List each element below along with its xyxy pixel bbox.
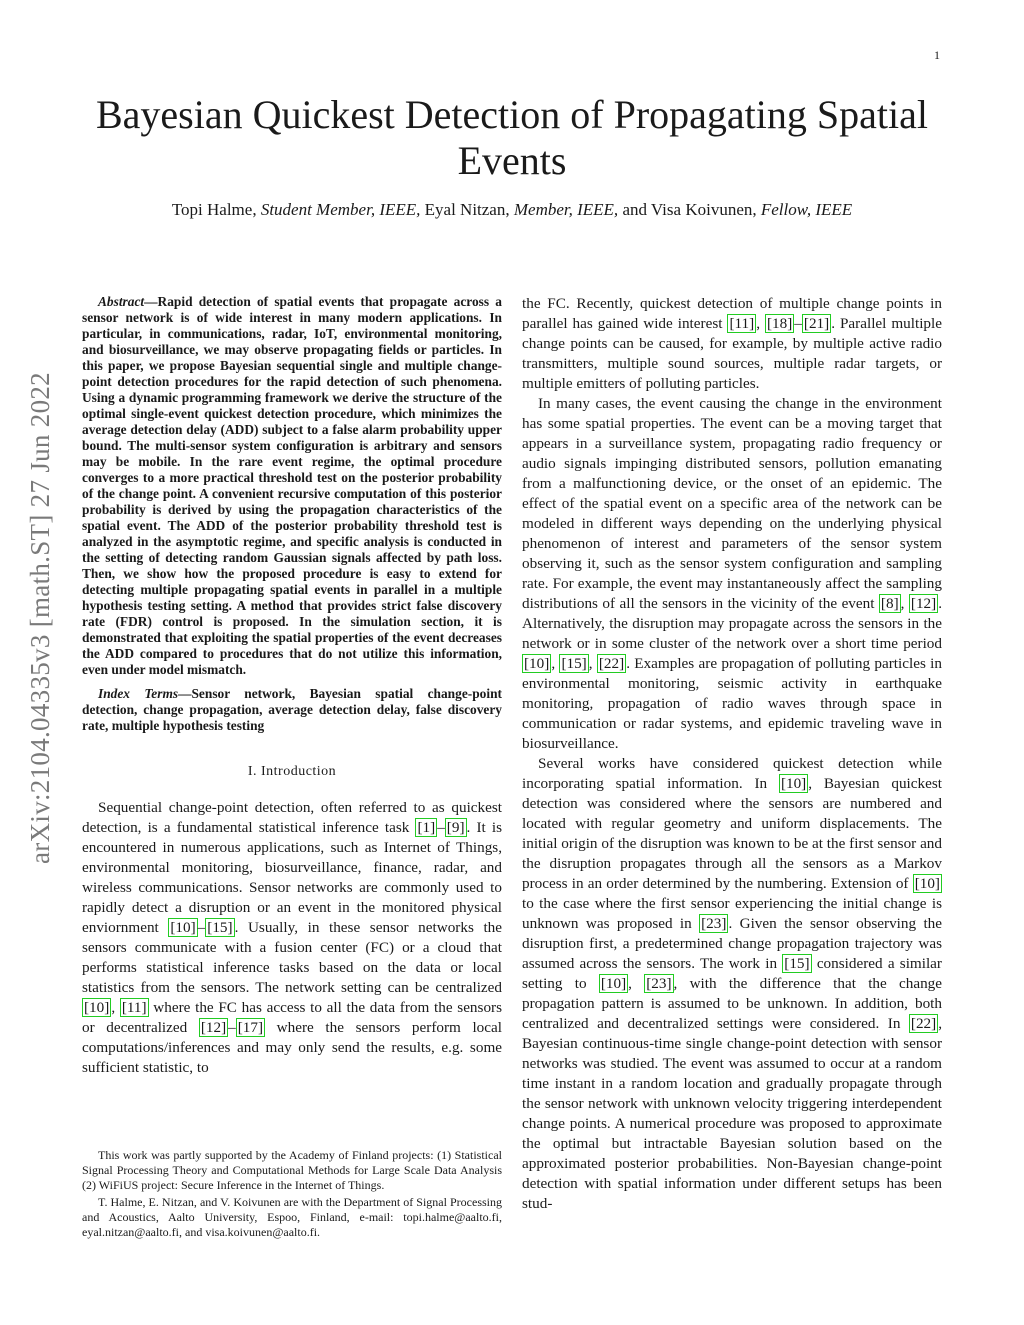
citation-link[interactable]: [10] xyxy=(84,999,110,1016)
text-run: , xyxy=(111,999,120,1016)
text-run: , xyxy=(756,315,765,332)
text-run: – xyxy=(228,1019,236,1036)
citation-link[interactable]: [1] xyxy=(417,819,436,836)
text-run: . Usually, in these sensor networks the sensors communicate with a fusion center (FC) or a cloud that performs statistical inference tasks based on the data or local statistics from the sensors. The network setting can be centralized xyxy=(82,919,502,996)
author-1-role: Student Member, IEEE, xyxy=(260,200,421,219)
text-run: . It is encountered in numerous applications, such as Internet of Things, environmental monitoring, biosurveillance, finance, radar, and wireless communications. Sensor networks are commonly used to rapidly detect a disruption or an event in the monitored physical enviornment xyxy=(82,819,502,936)
text-run: where the sensors perform local computations/inferences and may only send the results, e.g. some sufficient statistic, to xyxy=(82,1019,502,1076)
citation-link[interactable]: [15] xyxy=(561,655,587,672)
text-run: , xyxy=(900,595,909,612)
text-run: Sequential change-point detection, often referred to as quickest detection, is a fundamental statistical inference task xyxy=(82,799,502,836)
citation-link[interactable]: [9] xyxy=(446,819,465,836)
right-column xyxy=(522,294,942,1214)
text-run: . Parallel multiple change points can be caused, for example, by multiple active radio transmitters, multiple sound sources, multiple radar targets, or multiple emitters of polluting particles. xyxy=(522,315,942,392)
left-column xyxy=(82,294,502,1078)
paragraph xyxy=(522,294,942,394)
author-3-role: Fellow, IEEE xyxy=(760,200,853,219)
author-line xyxy=(60,200,964,220)
citation-link[interactable]: [23] xyxy=(646,975,672,992)
text-run: – xyxy=(794,315,802,332)
citation-link[interactable]: [12] xyxy=(200,1019,227,1036)
footnotes xyxy=(82,1148,502,1242)
citation-link[interactable]: [18] xyxy=(766,315,793,332)
text-run: Several works have considered quickest detection while incorporating spatial information. In xyxy=(522,755,942,792)
author-3: and Visa Koivunen, xyxy=(618,200,761,219)
index-terms-label: Index Terms xyxy=(98,686,179,701)
text-run: the FC. Recently, quickest detection of multiple change points in parallel has gained wide interest xyxy=(522,295,942,332)
text-run: . Given the sensor observing the disruption first, a predetermined change propagation trajectory was assumed across the sensors. The work in xyxy=(522,915,943,972)
abstract-text: —Rapid detection of spatial events that propagate across a sensor network is of wide interest in many modern applications. In particular, in communications, radar, IoT, environmental monitoring, and biosurveillance, we may observe propagating fields or particles. In this paper, we propose Bayesian sequential single and multiple change-point detection procedures for the rapid detection of such phenomena. Using a dynamic programming framework we derive the structure of the optimal single-event quickest detection procedure, which minimizes the average detection delay (ADD) subject to a false alarm probability upper bound. The multi-sensor system configuration is arbitrary and sensors may be mobile. In the rare event regime, the optimal procedure converges to a more practical threshold test on the posterior probability of the change point. A convenient recursive computation of this posterior probability is derived by using the propagation characteristics of the spatial event. The ADD of the posterior probability threshold test is analyzed in the asymptotic regime, and specific analysis is conducted in the setting of detecting random Gaussian signals affected by path loss. Then, we show how the proposed procedure is easy to extend for detecting multiple propagating spatial events in parallel in a multiple hypothesis testing setting. A method that provides strict false discovery rate (FDR) control is proposed. In the simulation section, it is demonstrated that exploiting the spatial properties of the event decreases the ADD compared to procedures that do not utilize this information, even under model mismatch. xyxy=(82,294,502,677)
abstract xyxy=(82,294,502,678)
footnote-affiliation: T. Halme, E. Nitzan, and V. Koivunen are with the Department of Signal Processing and Acoustics, Aalto University, Espoo, Finland, e-mail: topi.halme@aalto.fi, eyal.nitzan@aalto.fi, and visa.koivunen@aalto.fi. xyxy=(82,1195,502,1239)
text-run: , with the difference that the change propagation pattern is assumed to be unknown. In addition, both centralized and decentralized settings were considered. In xyxy=(522,975,943,1032)
citation-link[interactable]: [23] xyxy=(701,915,727,932)
page-number: 1 xyxy=(934,48,940,62)
citation-link[interactable]: [10] xyxy=(170,919,196,936)
citation-link[interactable]: [10] xyxy=(780,775,807,792)
paragraph xyxy=(522,754,942,1214)
citation-link[interactable]: [12] xyxy=(910,595,937,612)
text-run: – xyxy=(197,919,206,936)
text-run: In many cases, the event causing the change in the environment has some spatial properties. The event can be a moving target that appears in a surveillance system, propagating radio frequency or audio signals impinging distributed sensors, pollution emanating from a malfunctioning device, or the onset of an epidemic. The effect of the spatial event on a specific area of the network can be modeled in different ways depending on the underlying physical phenomenon of interest and parameters of the sensor system observing it, such as the sensor system configuration and sampling rate. For example, the event may instantaneously affect the sampling distributions of all the sensors in the vicinity of the event xyxy=(522,395,942,612)
author-2-role: Member, IEEE, xyxy=(513,200,619,219)
index-terms-text: —Sensor network, Bayesian spatial change-point detection, change propagation, average detection delay, false discovery rate, multiple hypothesis testing xyxy=(82,686,503,733)
citation-link[interactable]: [10] xyxy=(914,875,940,892)
citation-link[interactable]: [11] xyxy=(729,315,755,332)
text-run: , xyxy=(628,975,645,992)
abstract-label: Abstract xyxy=(98,294,145,309)
citation-link[interactable]: [21] xyxy=(803,315,830,332)
text-run: . Examples are propagation of polluting particles in environmental monitoring, seismic activity in earthquake monitoring, propagation of radio waves through space in communication or radar systems, and epidemic traveling wave in biosurveillance. xyxy=(522,655,942,752)
text-run: , xyxy=(551,655,560,672)
paper-title: Bayesian Quickest Detection of Propagating Spatial Events xyxy=(95,92,928,183)
text-run: , Bayesian quickest detection was considered where the sensors are numbered and located with regular geometry and uniform displacements. The initial origin of the disruption was known to be at the first sensor and the disruption propagates through all the sensors as a Markov process in an order determined by the numbering. Extension of xyxy=(522,775,942,892)
citation-link[interactable]: [11] xyxy=(121,999,147,1016)
citation-link[interactable]: [22] xyxy=(598,655,625,672)
citation-link[interactable]: [8] xyxy=(880,595,899,612)
citation-link[interactable]: [15] xyxy=(207,919,233,936)
author-1: Topi Halme, xyxy=(171,200,261,219)
index-terms xyxy=(82,686,502,734)
text-run: – xyxy=(437,819,445,836)
text-run: , xyxy=(588,655,597,672)
citation-link[interactable]: [22] xyxy=(910,1015,937,1032)
citation-link[interactable]: [15] xyxy=(784,955,810,972)
text-run: considered a similar setting to xyxy=(522,955,942,992)
text-run: where the FC has access to all the data from the sensors or decentralized xyxy=(82,999,502,1036)
citation-link[interactable]: [17] xyxy=(237,1019,264,1036)
arxiv-side-identifier: arXiv:2104.04335v3 [math.ST] 27 Jun 2022 xyxy=(25,372,55,864)
citation-link[interactable]: [10] xyxy=(600,975,627,992)
intro-paragraph xyxy=(82,798,502,1078)
paragraph xyxy=(522,394,942,754)
author-2: Eyal Nitzan, xyxy=(420,200,514,219)
citation-link[interactable]: [10] xyxy=(524,655,550,672)
footnote-funding: This work was partly supported by the Academy of Finland projects: (1) Statistical Signal Processing Theory and Computational Methods for Large Scale Data Analysis (2) WiFiUS project: Secure Inference in the Internet of Things. xyxy=(82,1148,502,1192)
text-run: , Bayesian continuous-time single change-point detection with sensor networks was studied. The event was assumed to occur at a random time instant in a random location and gradually propagate through the sensor network with unknown velocity triggering interdependent change points. A numerical procedure was proposed to approximate the optimal but intractable Bayesian solution based on the approximated posterior probabilities. Non-Bayesian change-point detection with spatial information under different setups has been stud- xyxy=(522,1015,942,1212)
section-heading-introduction: I. Introduction xyxy=(247,764,337,779)
text-run: to the case where the first sensor experiencing the initial change is unknown was proposed in xyxy=(522,895,942,932)
text-run: . Alternatively, the disruption may propagate across the sensors in the network or in some cluster of the network over a short time period xyxy=(522,595,943,652)
